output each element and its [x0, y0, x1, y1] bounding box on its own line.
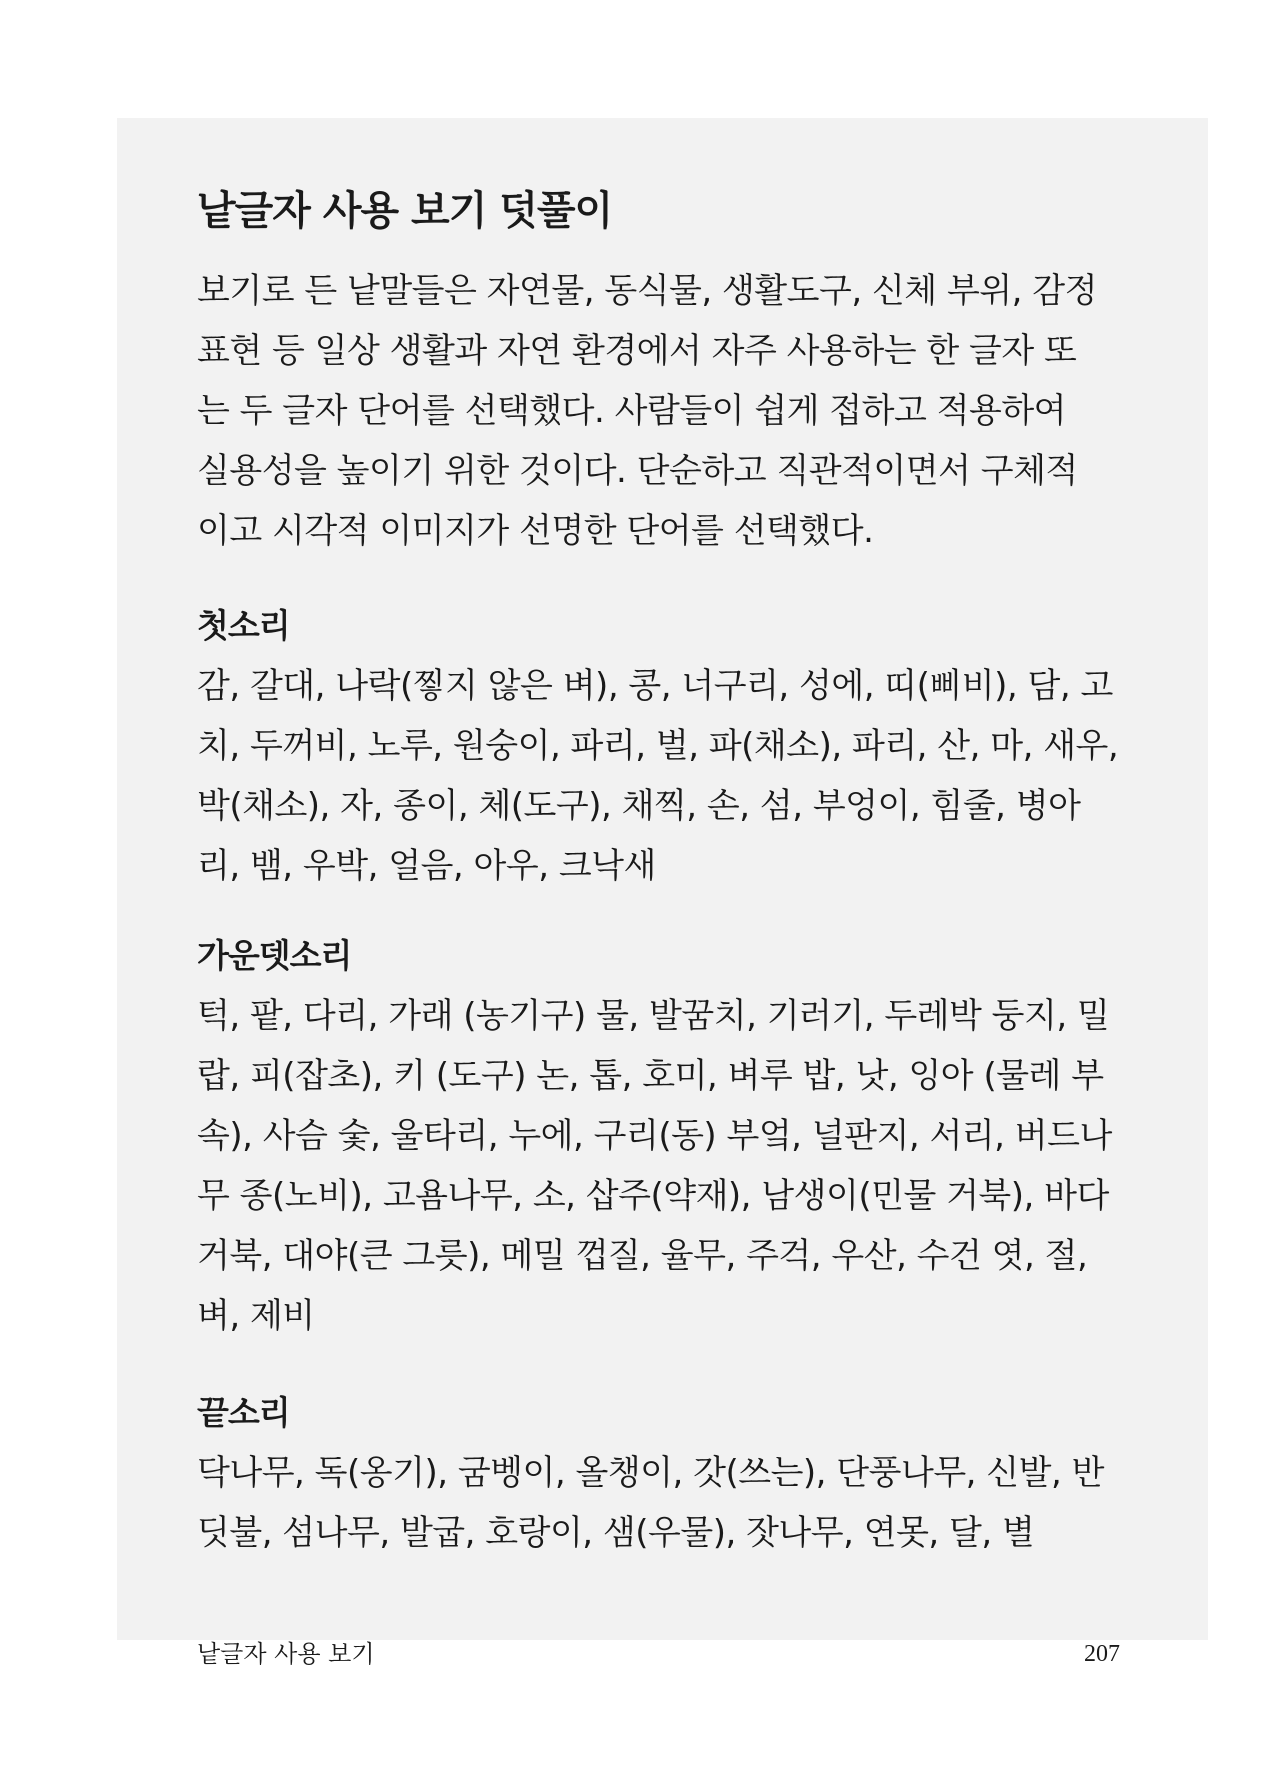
text-line: 리, 뱀, 우박, 얼음, 아우, 크낙새 [197, 846, 656, 886]
text-line: 무 종(노비), 고욤나무, 소, 삽주(약재), 남생이(민물 거북), 바다 [197, 1176, 1109, 1216]
section-heading: 첫소리 [197, 606, 290, 645]
text-line: 치, 두꺼비, 노루, 원숭이, 파리, 벌, 파(채소), 파리, 산, 마, 새우, [197, 726, 1119, 766]
text-line: 닥나무, 독(옹기), 굼벵이, 올챙이, 갓(쓰는), 단풍나무, 신발, 반 [197, 1453, 1104, 1493]
text-line: 는 두 글자 단어를 선택했다. 사람들이 쉽게 접하고 적용하여 [197, 391, 1067, 431]
running-title: 낱글자 사용 보기 [197, 1640, 375, 1668]
text-line: 박(채소), 자, 종이, 체(도구), 채찍, 손, 섬, 부엉이, 힘줄, 병아 [197, 786, 1081, 826]
text-line: 거북, 대야(큰 그릇), 메밀 껍질, 율무, 주걱, 우산, 수건 엿, 절, [197, 1236, 1088, 1276]
intro-paragraph [197, 261, 1197, 561]
section-heading: 끝소리 [197, 1393, 290, 1432]
section-initial-sound [197, 596, 1197, 896]
page-number: 207 [1084, 1641, 1120, 1667]
page-title: 낱글자 사용 보기 덧풀이 [197, 188, 613, 234]
text-line: 보기로 든 낱말들은 자연물, 동식물, 생활도구, 신체 부위, 감정 [197, 271, 1097, 311]
text-line: 속), 사슴 숯, 울타리, 누에, 구리(동) 부엌, 널판지, 서리, 버드나 [197, 1116, 1112, 1156]
text-line: 턱, 팥, 다리, 가래 (농기구) 물, 발꿈치, 기러기, 두레박 둥지, 밀 [197, 996, 1110, 1036]
section-heading: 가운뎃소리 [197, 936, 352, 975]
text-line: 표현 등 일상 생활과 자연 환경에서 자주 사용하는 한 글자 또 [197, 331, 1077, 371]
text-line: 벼, 제비 [197, 1296, 315, 1336]
text-line: 감, 갈대, 나락(찧지 않은 벼), 콩, 너구리, 성에, 띠(삐비), 담, 고 [197, 666, 1113, 706]
text-line: 실용성을 높이기 위한 것이다. 단순하고 직관적이면서 구체적 [197, 451, 1078, 491]
section-final-sound [197, 1383, 1197, 1563]
text-line: 랍, 피(잡초), 키 (도구) 논, 톱, 호미, 벼루 밥, 낫, 잉아 (물레 부 [197, 1056, 1104, 1096]
section-medial-sound [197, 926, 1197, 1346]
text-line: 딧불, 섬나무, 발굽, 호랑이, 샘(우물), 잣나무, 연못, 달, 별 [197, 1513, 1035, 1553]
text-line: 이고 시각적 이미지가 선명한 단어를 선택했다. [197, 511, 874, 551]
